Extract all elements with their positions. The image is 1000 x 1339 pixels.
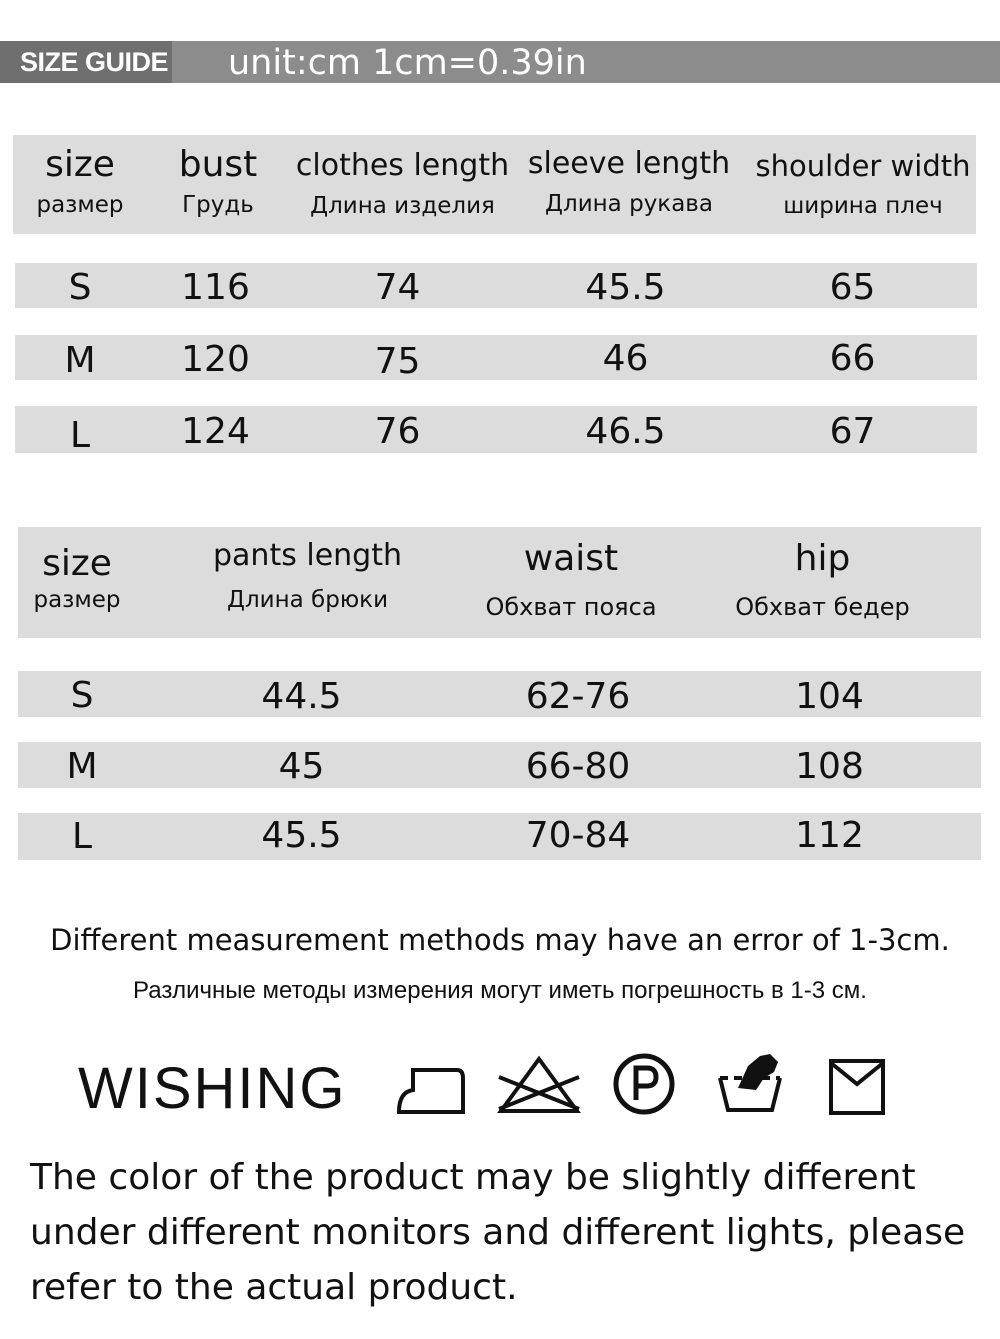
bottom-col-pants-length-ru: Длина брюки <box>226 587 389 613</box>
hand-wash-icon <box>716 1048 786 1118</box>
top-col-size-en: size <box>45 144 115 185</box>
bottom-row-m-pants-length: 45 <box>278 746 325 787</box>
bottom-col-size-ru: размер <box>33 587 121 613</box>
bottom-row-m-waist: 66-80 <box>525 746 631 787</box>
top-col-shoulder-width <box>750 148 976 220</box>
color-disclaimer: The color of the product may be slightly different under different monitors and different lights, please refer to the actual product. <box>30 1157 966 1308</box>
bottom-col-waist-ru: Обхват пояса <box>485 593 657 621</box>
top-row-l-sleeve-length: 46.5 <box>585 411 666 452</box>
top-col-sleeve-length <box>522 146 736 218</box>
top-col-shoulder-width-en: shoulder width <box>755 149 971 183</box>
bottom-row-l-size: L <box>71 816 93 857</box>
top-col-shoulder-width-ru: ширина плеч <box>783 193 943 219</box>
top-row-m-clothes-length: 75 <box>374 341 421 382</box>
top-row-m-size: M <box>64 340 96 381</box>
top-col-bust <box>158 145 278 219</box>
top-col-size <box>20 145 140 219</box>
top-row-s-bust: 116 <box>181 267 250 308</box>
bottom-row-m-hip: 108 <box>795 746 864 787</box>
bottom-row-s-size: S <box>70 675 94 716</box>
bottom-row-s-pants-length: 44.5 <box>261 676 342 717</box>
bottom-row-l-hip: 112 <box>795 815 864 856</box>
bottom-row-s-waist: 62-76 <box>525 676 631 717</box>
top-col-size-ru: размер <box>36 192 124 218</box>
top-row-l-shoulder-width: 67 <box>829 411 876 452</box>
top-row-l-bust: 124 <box>181 411 250 452</box>
top-row-l-size: L <box>69 415 91 456</box>
top-col-clothes-length-en: clothes length <box>295 148 510 183</box>
top-row-l-clothes-length: 76 <box>374 411 421 452</box>
bottom-col-hip-ru: Обхват бедер <box>735 593 910 621</box>
top-row-s-clothes-length: 74 <box>374 267 421 308</box>
bottom-col-waist-en: waist <box>523 538 619 579</box>
tumble-dry-icon <box>828 1058 888 1120</box>
do-not-bleach-icon <box>495 1055 583 1119</box>
unit-label: unit:cm 1cm=0.39in <box>228 43 587 83</box>
bottom-row-s-hip: 104 <box>795 676 864 717</box>
bottom-row-l-pants-length: 45.5 <box>261 815 342 856</box>
dry-clean-p-icon <box>612 1052 676 1120</box>
top-col-bust-en: bust <box>178 144 258 185</box>
care-title: WISHING <box>78 1056 347 1121</box>
bottom-col-hip <box>715 539 930 621</box>
top-row-m-shoulder-width: 66 <box>829 338 876 379</box>
top-col-bust-ru: Грудь <box>182 192 254 218</box>
top-row-m-bust: 120 <box>181 339 250 380</box>
iron-icon <box>395 1062 469 1120</box>
bottom-col-pants-length-en: pants length <box>213 538 402 573</box>
bottom-row-l-waist: 70-84 <box>525 815 631 856</box>
top-col-clothes-length <box>295 148 510 220</box>
measurement-note-ru: Различные методы измерения могут иметь погрешность в 1-3 см. <box>133 977 867 1004</box>
bottom-col-size <box>18 544 136 614</box>
bottom-col-size-en: size <box>42 543 112 584</box>
bottom-row-m-size: M <box>66 746 98 787</box>
bottom-col-pants-length <box>200 538 415 614</box>
size-guide-label: SIZE GUIDE <box>0 41 172 83</box>
bottom-col-hip-en: hip <box>794 538 851 579</box>
top-col-sleeve-length-ru: Длина рукава <box>545 191 713 217</box>
top-row-s-size: S <box>68 267 92 308</box>
top-row-s-shoulder-width: 65 <box>829 267 876 308</box>
top-col-sleeve-length-en: sleeve length <box>527 146 731 181</box>
top-row-s-sleeve-length: 45.5 <box>585 267 666 308</box>
top-row-m-sleeve-length: 46 <box>602 338 649 379</box>
bottom-col-waist <box>465 539 677 621</box>
measurement-note-en: Different measurement methods may have an error of 1-3cm. <box>50 923 950 957</box>
top-col-clothes-length-ru: Длина изделия <box>310 193 495 219</box>
